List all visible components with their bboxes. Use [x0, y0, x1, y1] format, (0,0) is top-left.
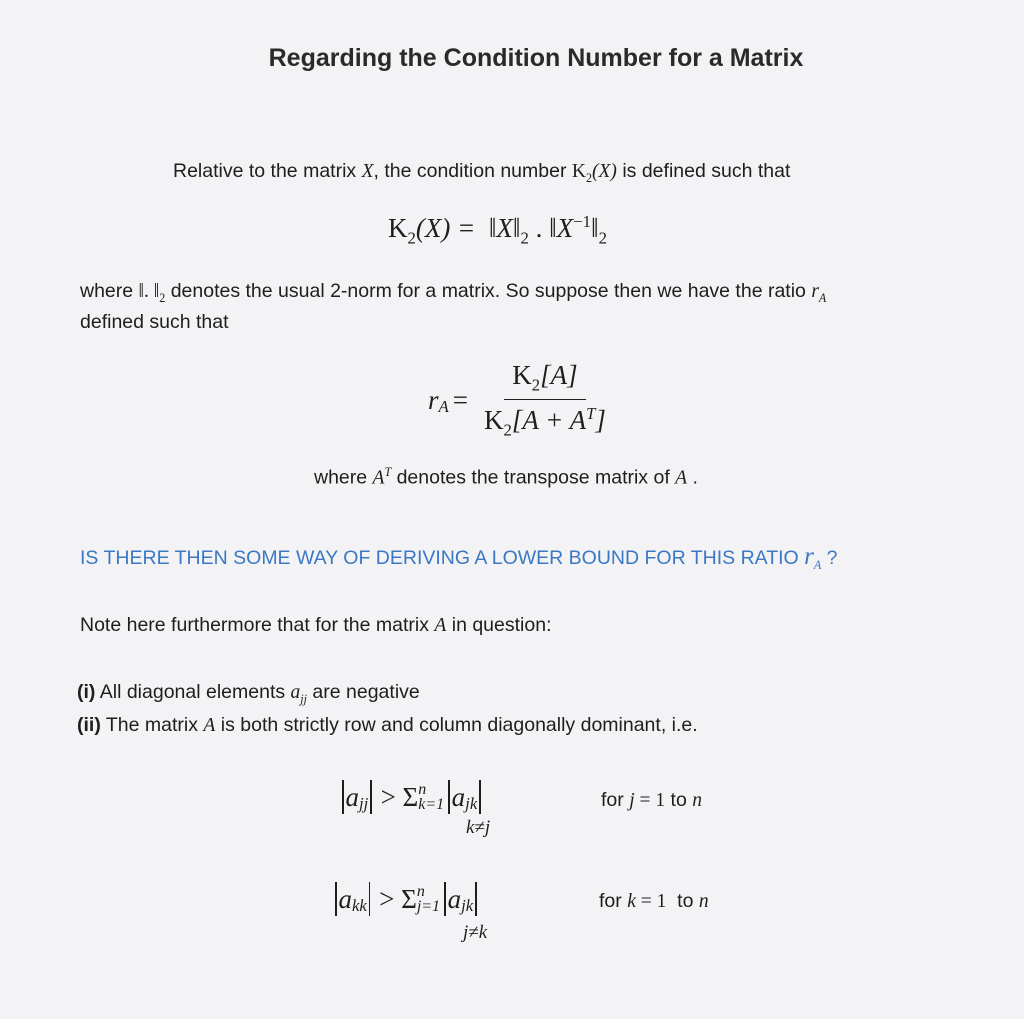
- ratio-numerator: $K_2[A]$: [504, 360, 585, 400]
- ratio-denominator: $K_2[A + A^T]$: [483, 404, 606, 440]
- norm-description: where ‖. $‖_2$ denotes the usual 2-norm for a matrix. So suppose then we have the ratio $r_A$: [80, 280, 827, 305]
- column-dominance-inequality: a $_{kk}$ > Σ n j=1 a $_{jk}$: [333, 882, 479, 916]
- ratio-equation: r $_A$ = $\frac{K_2[A]}{K_2[A + A^T]}$: [428, 360, 614, 441]
- norm-description-line2: defined such that: [80, 311, 229, 333]
- column-range: for k = 1 to n: [599, 890, 709, 912]
- transpose-description: where $A^T$ denotes the transpose matrix of A .: [314, 465, 698, 489]
- list-item: (ii) The matrix A is both strictly row and column diagonally dominant, i.e.: [77, 714, 698, 736]
- intro-line: Relative to the matrix X, the condition number $K_2(X)$ is defined such that: [173, 160, 791, 185]
- row-dominance-inequality: a $_{jj}$ > Σ n k=1 a $_{jk}$: [340, 780, 483, 814]
- condition-number-equation: $K_2(X)$ = $‖X‖_2$ . $‖X^{-1}‖_2$: [388, 212, 607, 248]
- note-line: Note here furthermore that for the matrix A in question:: [80, 614, 552, 636]
- row-range: for j = 1 to n: [601, 789, 702, 811]
- list-item: (i) All diagonal elements $a_{jj}$ are negative: [77, 681, 420, 706]
- ratio-fraction: [476, 360, 614, 441]
- column-sum-condition: j≠k: [463, 922, 488, 943]
- question-line: IS THERE THEN SOME WAY OF DERIVING A LOWER BOUND FOR THIS RATIO $r_A$ ?: [80, 543, 838, 572]
- row-sum-condition: k≠j: [466, 817, 491, 838]
- page-title: Regarding the Condition Number for a Matrix: [268, 44, 804, 72]
